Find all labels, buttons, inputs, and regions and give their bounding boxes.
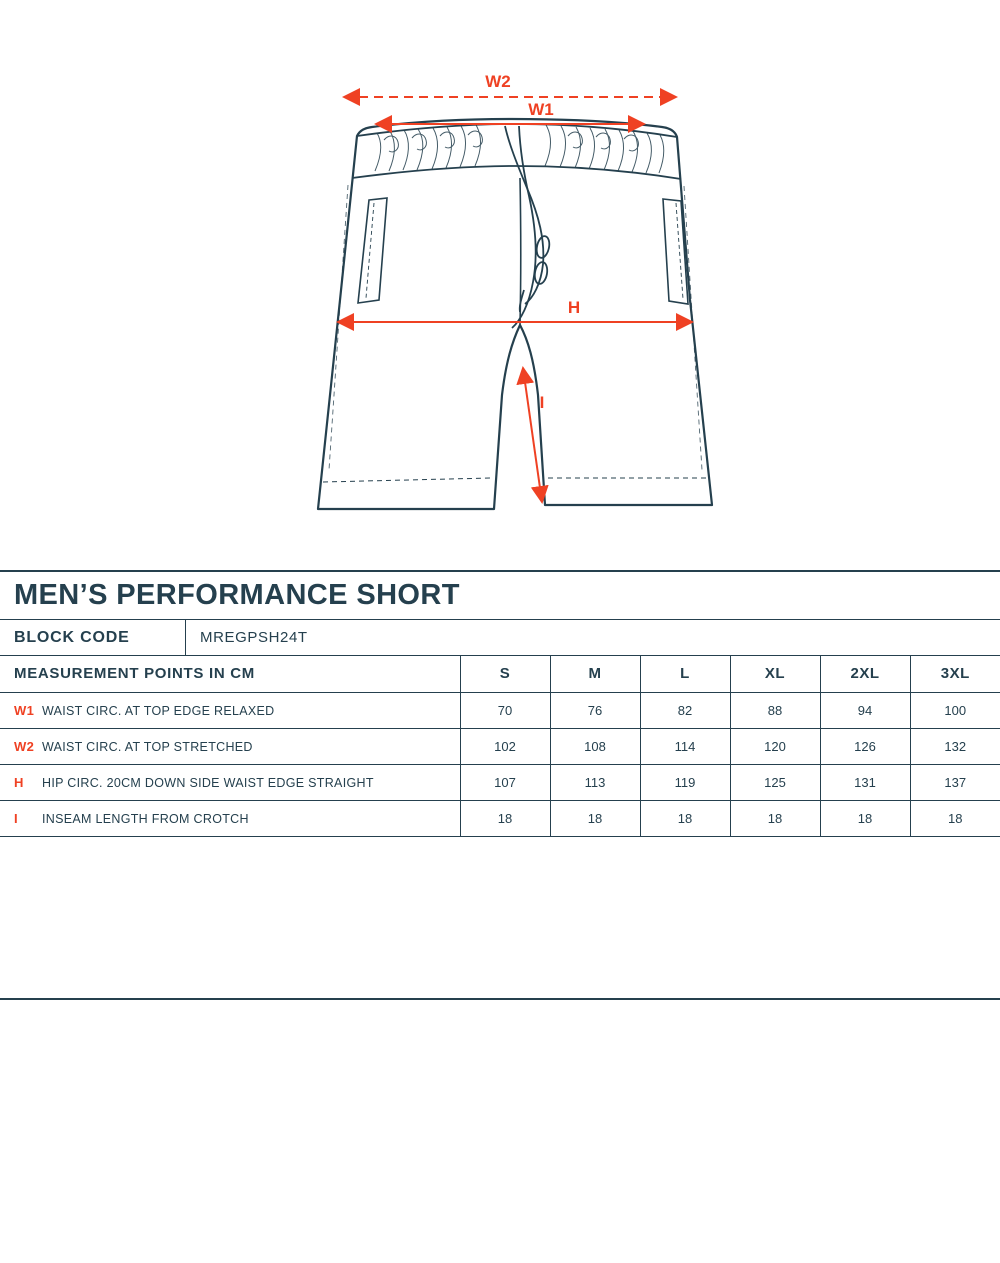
shorts-outline: [318, 119, 712, 509]
size-header-3xl: 3XL: [910, 656, 1000, 692]
measurement-points-header: MEASUREMENT POINTS IN CM: [0, 656, 460, 692]
w2-value-l: 114: [640, 728, 730, 764]
i-value-3xl: 18: [910, 800, 1000, 836]
table-row: [0, 800, 1000, 836]
h-value-xl: 125: [730, 764, 820, 800]
measurement-label-w2: [0, 728, 460, 764]
h-value-2xl: 131: [820, 764, 910, 800]
measurement-label-w1: [0, 692, 460, 728]
garment-illustration: [0, 0, 1000, 570]
w1-value-m: 76: [550, 692, 640, 728]
w1-value-s: 70: [460, 692, 550, 728]
i-value-2xl: 18: [820, 800, 910, 836]
i-value-xl: 18: [730, 800, 820, 836]
measure-label-w1: W1: [528, 100, 554, 119]
w1-value-2xl: 94: [820, 692, 910, 728]
front-seam: [520, 178, 521, 325]
measurement-text-i: INSEAM LENGTH FROM CROTCH: [42, 811, 249, 826]
measurement-text-w2: WAIST CIRC. AT TOP STRETCHED: [42, 739, 253, 754]
w2-value-m: 108: [550, 728, 640, 764]
table-row: [0, 764, 1000, 800]
w1-value-3xl: 100: [910, 692, 1000, 728]
block-code-value: MREGPSH24T: [200, 629, 308, 646]
w2-value-s: 102: [460, 728, 550, 764]
size-header-m: M: [550, 656, 640, 692]
measurement-label-i: [0, 800, 460, 836]
table-empty-area: [0, 837, 1000, 1263]
measure-label-h: H: [567, 298, 581, 317]
w1-value-l: 82: [640, 692, 730, 728]
measure-label-i: I: [539, 393, 545, 412]
h-value-m: 113: [550, 764, 640, 800]
measurement-text-h: HIP CIRC. 20CM DOWN SIDE WAIST EDGE STRAIGHT: [42, 775, 374, 790]
size-header-l: L: [640, 656, 730, 692]
i-value-s: 18: [460, 800, 550, 836]
table-row: [0, 692, 1000, 728]
table-header-row: [0, 656, 1000, 692]
measurement-text-w1: WAIST CIRC. AT TOP EDGE RELAXED: [42, 703, 275, 718]
measurement-label-h: [0, 764, 460, 800]
w2-value-3xl: 132: [910, 728, 1000, 764]
h-value-l: 119: [640, 764, 730, 800]
page-title-row: [0, 572, 1000, 620]
size-header-xl: XL: [730, 656, 820, 692]
w2-value-xl: 120: [730, 728, 820, 764]
h-value-s: 107: [460, 764, 550, 800]
measure-label-w2: W2: [485, 72, 511, 91]
table-row: [0, 728, 1000, 764]
h-value-3xl: 137: [910, 764, 1000, 800]
spec-table: [0, 570, 1000, 1000]
measurement-code-w1: W1: [14, 702, 35, 718]
measurements-table: [0, 656, 1000, 837]
measurement-code-i: I: [14, 810, 19, 826]
page-title: MEN’S PERFORMANCE SHORT: [14, 579, 460, 611]
shorts-technical-drawing: [0, 0, 1000, 570]
size-header-s: S: [460, 656, 550, 692]
measure-w2: [344, 72, 676, 97]
w2-value-2xl: 126: [820, 728, 910, 764]
measurement-code-w2: W2: [14, 738, 35, 754]
i-value-m: 18: [550, 800, 640, 836]
measurement-code-h: H: [14, 774, 24, 790]
w1-value-xl: 88: [730, 692, 820, 728]
block-code-row: [0, 620, 1000, 656]
i-value-l: 18: [640, 800, 730, 836]
block-code-label: BLOCK CODE: [0, 620, 186, 655]
size-header-2xl: 2XL: [820, 656, 910, 692]
